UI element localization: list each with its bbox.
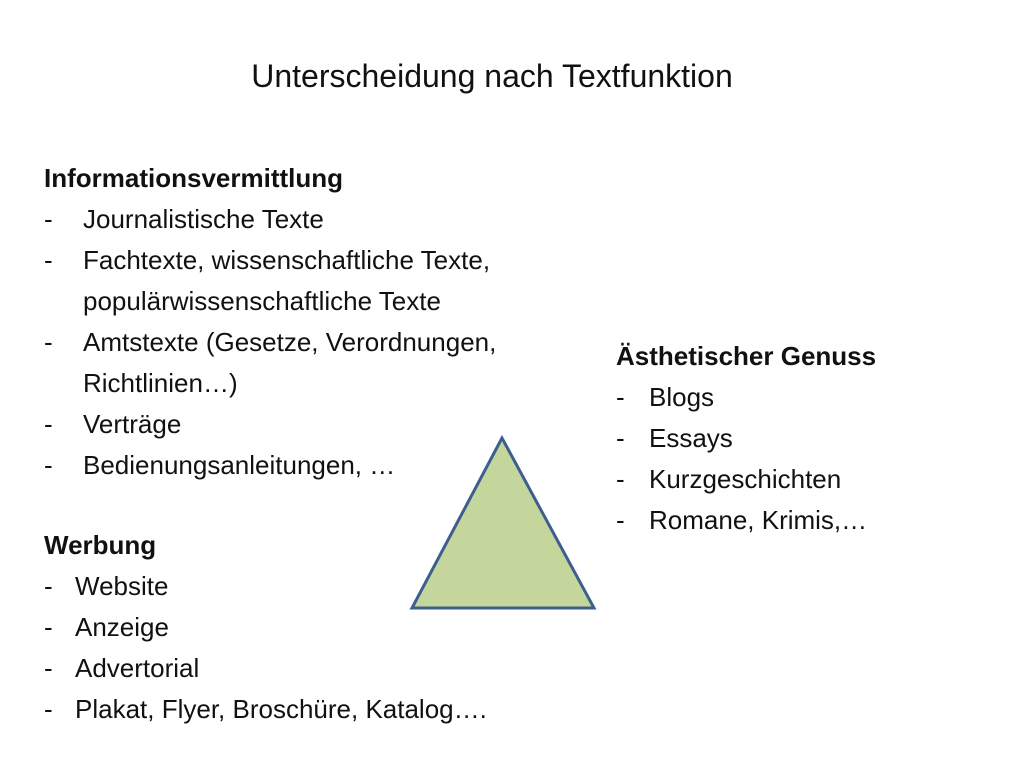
aesthetic-block [616, 336, 876, 541]
bullet-dash: - [44, 245, 53, 275]
item-line: Journalistische Texte [83, 204, 324, 234]
aesthetic-list [616, 377, 876, 541]
werbung-item [44, 689, 487, 730]
item-line: Website [75, 571, 169, 601]
information-heading: Informationsvermittlung [44, 163, 344, 193]
bullet-dash: - [44, 571, 53, 601]
bullet-dash: - [44, 653, 53, 683]
bullet-dash: - [616, 423, 625, 453]
bullet-dash: - [616, 505, 625, 535]
item-line: Amtstexte (Gesetze, Verordnungen, [83, 327, 497, 357]
item-line: Plakat, Flyer, Broschüre, Katalog…. [75, 694, 487, 724]
bullet-dash: - [616, 382, 625, 412]
bullet-dash: - [44, 327, 53, 357]
aesthetic-heading: Ästhetischer Genuss [616, 341, 877, 371]
item-line: Blogs [649, 382, 715, 412]
information-item [44, 322, 496, 404]
information-item [44, 240, 496, 322]
bullet-dash: - [44, 694, 53, 724]
triangle-polygon [412, 438, 594, 608]
bullet-dash: - [44, 204, 53, 234]
aesthetic-item [616, 418, 876, 459]
item-line: Richtlinien…) [83, 368, 238, 398]
aesthetic-item [616, 459, 876, 500]
item-line: Romane, Krimis,… [649, 505, 868, 535]
aesthetic-item [616, 500, 876, 541]
triangle-shape [408, 434, 600, 614]
bullet-dash: - [44, 450, 53, 480]
item-line: Essays [649, 423, 733, 453]
bullet-dash: - [616, 464, 625, 494]
item-line: populärwissenschaftliche Texte [83, 286, 441, 316]
werbung-item [44, 648, 487, 689]
bullet-dash: - [44, 612, 53, 642]
bullet-dash: - [44, 409, 53, 439]
item-line: Anzeige [75, 612, 169, 642]
information-item [44, 199, 496, 240]
aesthetic-item [616, 377, 876, 418]
item-line: Fachtexte, wissenschaftliche Texte, [83, 245, 491, 275]
item-line: Bedienungsanleitungen, … [83, 450, 396, 480]
item-line: Advertorial [75, 653, 200, 683]
werbung-heading: Werbung [44, 530, 157, 560]
item-line: Kurzgeschichten [649, 464, 842, 494]
item-line: Verträge [83, 409, 182, 439]
slide-title: Unterscheidung nach Textfunktion [251, 58, 733, 94]
